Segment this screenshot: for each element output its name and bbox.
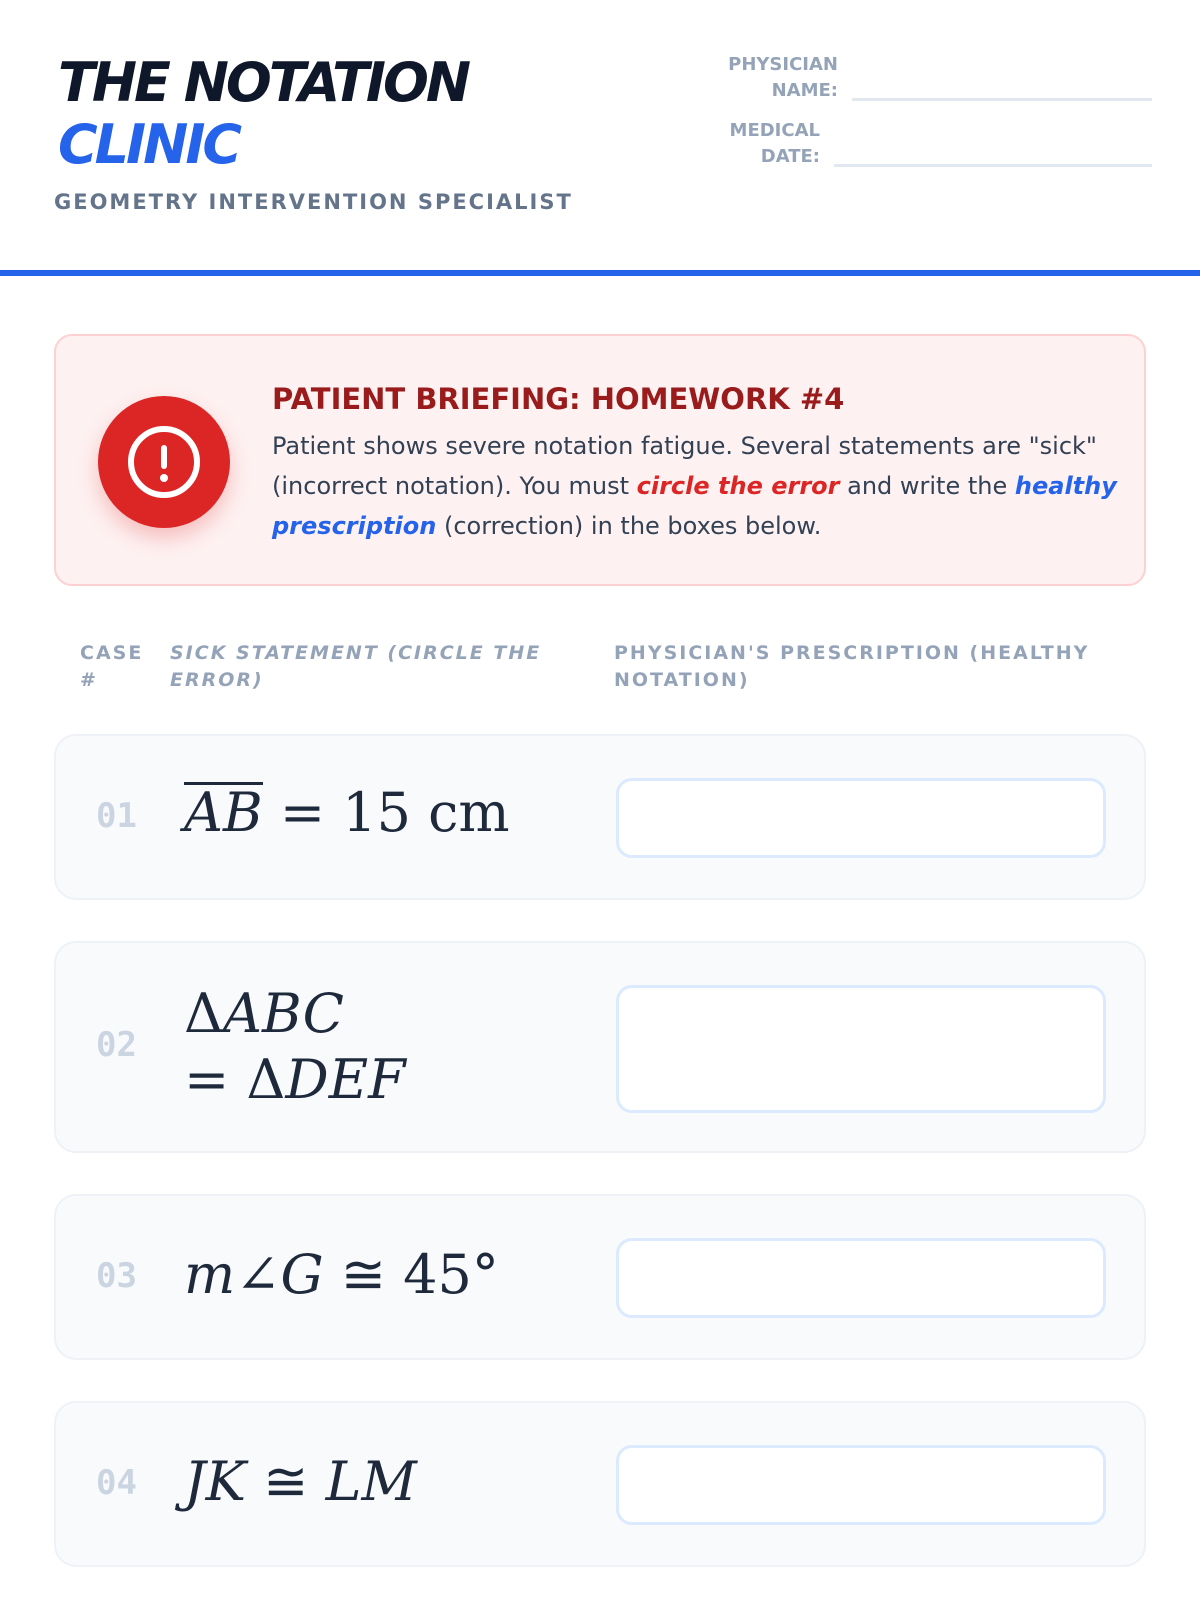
case-number: 01 bbox=[96, 796, 137, 836]
briefing-emphasis-circle: circle the error bbox=[636, 472, 840, 500]
segment-lm: LM bbox=[325, 1450, 417, 1513]
case-row bbox=[54, 1401, 1146, 1567]
physician-name-line[interactable] bbox=[852, 98, 1152, 101]
briefing-text-part3: (correction) in the boxes below. bbox=[436, 512, 822, 540]
column-header-case: CASE # bbox=[80, 642, 144, 691]
case-row bbox=[54, 941, 1146, 1153]
briefing-title: PATIENT BRIEFING: HOMEWORK #4 bbox=[272, 382, 845, 416]
physician-name-field bbox=[700, 52, 1152, 104]
segment-jk: JK bbox=[184, 1450, 246, 1513]
column-header-prescription: PHYSICIAN'S PRESCRIPTION (HEALTHY NOTATION) bbox=[614, 642, 1090, 691]
case-row bbox=[54, 1194, 1146, 1360]
measure-m: m bbox=[184, 1243, 236, 1306]
prescription-input[interactable] bbox=[616, 985, 1106, 1113]
medical-date-line[interactable] bbox=[834, 164, 1152, 167]
clinic-title-line1: THE NOTATION bbox=[58, 51, 469, 114]
alert-exclamation-icon bbox=[98, 396, 230, 528]
statement-rest: = 15 cm bbox=[262, 781, 510, 844]
physician-name-label: PHYSICIAN NAME: bbox=[728, 54, 838, 101]
prescription-input[interactable] bbox=[616, 1238, 1106, 1318]
statement-rest: ≅ 45° bbox=[323, 1243, 499, 1306]
angle-symbol: ∠ bbox=[235, 1243, 281, 1306]
segment-overbar-ab: AB bbox=[184, 781, 263, 844]
prescription-input[interactable] bbox=[616, 1445, 1106, 1525]
clinic-header bbox=[0, 0, 1200, 276]
alert-dot-shape bbox=[160, 474, 168, 482]
case-row bbox=[54, 734, 1146, 900]
congruent-symbol: ≅ bbox=[246, 1450, 326, 1513]
statement-line-1 bbox=[184, 981, 406, 1047]
case-number: 04 bbox=[96, 1463, 137, 1503]
sick-statement[interactable] bbox=[184, 780, 510, 846]
sick-statement[interactable] bbox=[184, 1449, 417, 1515]
sick-statement[interactable] bbox=[184, 1242, 499, 1308]
alert-ring-shape bbox=[128, 426, 200, 498]
briefing-text bbox=[272, 426, 1122, 546]
case-number: 03 bbox=[96, 1256, 137, 1296]
briefing-text-part1: Patient shows severe notation fatigue. Several statements are "sick" (incorrect notation). You must bbox=[272, 432, 1097, 500]
triangle-name-def: DEF bbox=[285, 1048, 406, 1111]
equals-triangle-symbol: = Δ bbox=[184, 1048, 286, 1111]
statement-line-2 bbox=[184, 1047, 406, 1113]
clinic-title bbox=[58, 52, 468, 176]
case-number: 02 bbox=[96, 1025, 137, 1065]
briefing-emphasis-prescription: healthy prescription bbox=[272, 472, 1117, 540]
triangle-symbol: Δ bbox=[184, 982, 223, 1045]
medical-date-label: MEDICAL DATE: bbox=[729, 120, 820, 167]
clinic-title-line2: CLINIC bbox=[58, 113, 240, 176]
column-header-sick-statement: SICK STATEMENT (CIRCLE THE ERROR) bbox=[170, 642, 542, 691]
briefing-text-part2: and write the bbox=[839, 472, 1015, 500]
medical-date-field bbox=[700, 118, 1152, 170]
triangle-name-abc: ABC bbox=[223, 982, 344, 1045]
sick-statement[interactable] bbox=[184, 981, 406, 1113]
angle-vertex-g: G bbox=[280, 1243, 324, 1306]
alert-bar-shape bbox=[161, 445, 167, 469]
prescription-input[interactable] bbox=[616, 778, 1106, 858]
clinic-subtitle: GEOMETRY INTERVENTION SPECIALIST bbox=[54, 190, 573, 214]
patient-briefing-panel bbox=[54, 334, 1146, 586]
